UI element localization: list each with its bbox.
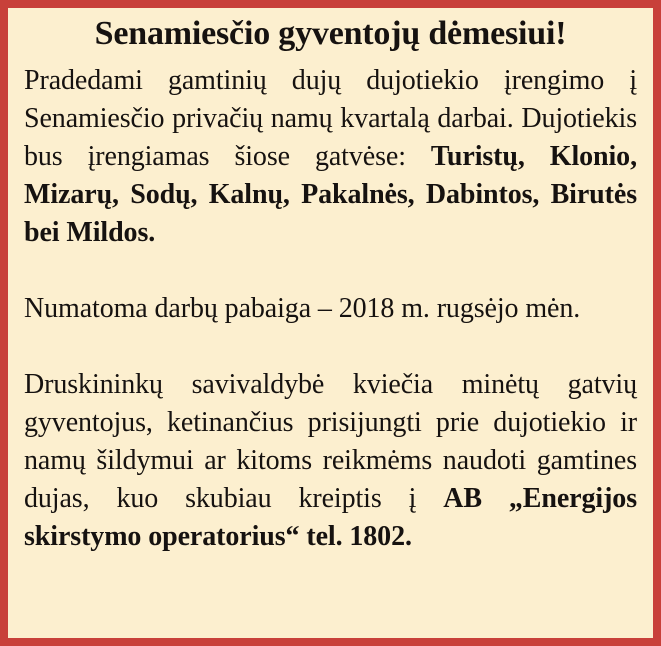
paragraph-works-text: Pradedami gamtinių dujų dujotiekio įrengimo į Senamiesčio privačių namų kvartalą darbai. Dujotiekis bus įrengiamas šiose gatvėse: — [24, 65, 637, 172]
street-list: Turistų, Klonio, Mizarų, Sodų, Kalnų, Pakalnės, Dabintos, Birutės bei Mildos. — [24, 141, 637, 248]
paragraph-invitation — [24, 366, 637, 556]
paragraph-invitation-text: Druskininkų savivaldybė kviečia minėtų gatvių gyventojus, ketinančius prisijungti prie dujotiekio ir namų šildymui ar kitoms reikmėms naudoti gamtines dujas, kuo skubiau kreiptis į — [24, 369, 637, 514]
paragraph-works — [24, 62, 637, 252]
notice-title: Senamiesčio gyventojų dėmesiui! — [94, 15, 567, 52]
contact-info: AB „Energijos skirstymo operatorius“ tel. 1802. — [24, 483, 637, 552]
notice-box — [8, 8, 653, 638]
paragraph-completion-date: Numatoma darbų pabaiga – 2018 m. rugsėjo mėn. — [24, 293, 581, 324]
